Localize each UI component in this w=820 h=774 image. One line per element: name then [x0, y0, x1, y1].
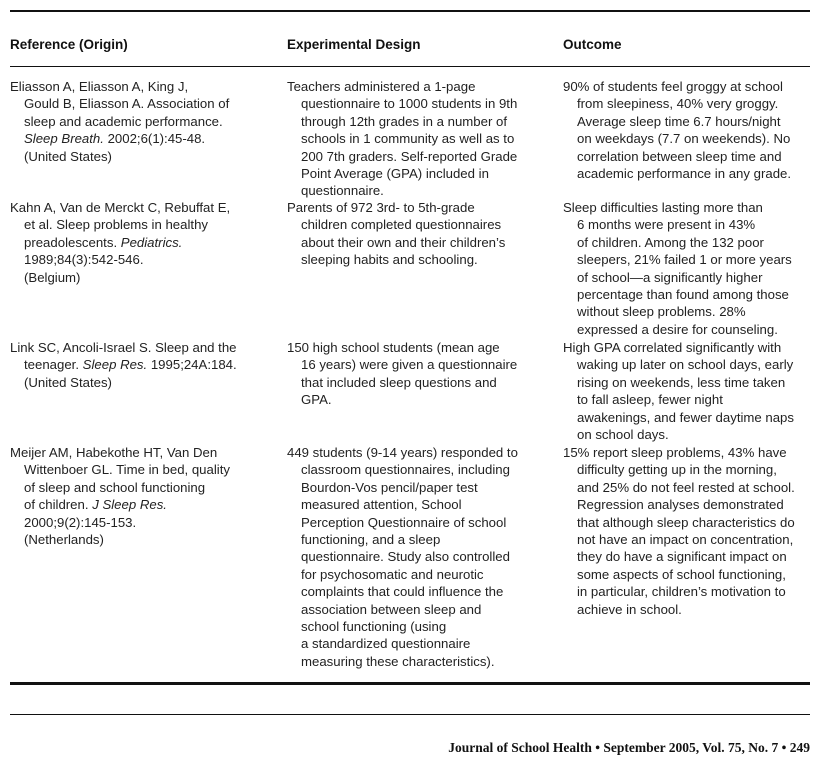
outcome-line: rising on weekends, less time taken: [577, 374, 786, 390]
design-line: schools in 1 community as well as to: [301, 131, 515, 147]
journal-name: Pediatrics.: [120, 234, 183, 250]
outcome-line: difficulty getting up in the morning,: [577, 462, 777, 478]
design-line: about their own and their children’s: [301, 234, 506, 250]
outcome-line: 15% report sleep problems, 43% have: [563, 445, 787, 460]
outcome-line: some aspects of school functioning,: [577, 566, 786, 582]
design-line: a standardized questionnaire: [301, 636, 471, 652]
cell-design: [287, 78, 555, 200]
reference-line: et al. Sleep problems in healthy: [24, 217, 209, 233]
design-line: functioning, and a sleep: [301, 532, 441, 548]
header-design: Experimental Design: [287, 37, 421, 52]
reference-line: (Belgium): [24, 269, 81, 285]
journal-name: Sleep Res.: [82, 357, 148, 373]
reference-line: preadolescents. Pediatrics.: [24, 234, 183, 250]
cell-outcome: [563, 199, 813, 338]
design-line: Teachers administered a 1-page: [287, 79, 476, 94]
outcome-line: 90% of students feel groggy at school: [563, 79, 783, 94]
outcome-line: of children. Among the 132 poor: [577, 234, 764, 250]
reference-line: Sleep Breath. 2002;6(1):45-48.: [24, 131, 206, 147]
outcome-line: 6 months were present in 43%: [577, 217, 756, 233]
cell-reference: [10, 339, 272, 391]
design-line: Perception Questionnaire of school: [301, 514, 507, 530]
outcome-line: correlation between sleep time and: [577, 148, 782, 164]
reference-line: of children. J Sleep Res.: [24, 497, 167, 513]
design-line: children completed questionnaires: [301, 217, 502, 233]
outcome-line: percentage than found among those: [577, 287, 789, 303]
reference-line: 1989;84(3):542-546.: [24, 252, 144, 268]
bottom-rule-thin: [10, 714, 810, 715]
reference-line: Meijer AM, Habekothe HT, Van Den: [10, 445, 218, 460]
outcome-line: that although sleep characteristics do: [577, 514, 795, 530]
outcome-line: on school days.: [577, 427, 669, 443]
header-reference: Reference (Origin): [10, 37, 128, 52]
outcome-line: High GPA correlated significantly with: [563, 340, 782, 355]
design-line: for psychosomatic and neurotic: [301, 566, 484, 582]
page-footer: Journal of School Health • September 2005, Vol. 75, No. 7 • 249: [448, 740, 810, 755]
outcome-line: from sleepiness, 40% very groggy.: [577, 96, 779, 112]
outcome-line: they do have a significant impact on: [577, 549, 787, 565]
outcome-line: of school—a significantly higher: [577, 269, 763, 285]
reference-line: Wittenboer GL. Time in bed, quality: [24, 462, 230, 478]
design-line: questionnaire. Study also controlled: [301, 549, 510, 565]
design-line: sleeping habits and schooling.: [301, 252, 478, 268]
cell-design: [287, 199, 555, 269]
reference-line: sleep and academic performance.: [24, 113, 223, 129]
outcome-line: not have an impact on concentration,: [577, 532, 794, 548]
design-line: questionnaire.: [301, 183, 384, 199]
outcome-line: waking up later on school days, early: [577, 357, 794, 373]
cell-outcome: [563, 78, 813, 182]
reference-line: Gould B, Eliasson A. Association of: [24, 96, 230, 112]
reference-line: teenager. Sleep Res. 1995;24A:184.: [24, 357, 237, 373]
outcome-line: sleepers, 21% failed 1 or more years: [577, 252, 792, 268]
design-line: Bourdon-Vos pencil/paper test: [301, 479, 478, 495]
outcome-line: expressed a desire for counseling.: [577, 321, 778, 337]
top-rule: [10, 10, 810, 12]
cell-outcome: [563, 339, 813, 443]
reference-line: of sleep and school functioning: [24, 479, 206, 495]
design-line: Point Average (GPA) included in: [301, 166, 489, 182]
journal-name: J Sleep Res.: [92, 497, 167, 513]
design-line: GPA.: [301, 392, 332, 408]
outcome-line: and 25% do not feel rested at school.: [577, 479, 795, 495]
reference-line: (United States): [24, 374, 112, 390]
design-line: through 12th grades in a number of: [301, 113, 508, 129]
design-line: 16 years) were given a questionnaire: [301, 357, 518, 373]
outcome-line: on weekdays (7.7 on weekends). No: [577, 131, 791, 147]
outcome-line: Sleep difficulties lasting more than: [563, 200, 763, 215]
reference-line: (United States): [24, 148, 112, 164]
design-line: complaints that could influence the: [301, 584, 504, 600]
design-line: questionnaire to 1000 students in 9th: [301, 96, 518, 112]
design-line: classroom questionnaires, including: [301, 462, 510, 478]
outcome-line: Average sleep time 6.7 hours/night: [577, 113, 781, 129]
outcome-line: Regression analyses demonstrated: [577, 497, 784, 513]
header-rule: [10, 66, 810, 67]
outcome-line: to fall asleep, fewer night: [577, 392, 723, 408]
outcome-line: achieve in school.: [577, 601, 682, 617]
outcome-line: in particular, children’s motivation to: [577, 584, 786, 600]
outcome-line: awakenings, and fewer daytime naps: [577, 409, 794, 425]
cell-reference: [10, 78, 272, 165]
reference-line: Link SC, Ancoli-Israel S. Sleep and the: [10, 340, 237, 355]
cell-design: [287, 339, 555, 409]
reference-line: Eliasson A, Eliasson A, King J,: [10, 79, 189, 94]
reference-line: 2000;9(2):145-153.: [24, 514, 137, 530]
design-line: 449 students (9-14 years) responded to: [287, 445, 518, 460]
cell-design: [287, 444, 555, 670]
outcome-line: without sleep problems. 28%: [577, 304, 746, 320]
design-line: measured attention, School: [301, 497, 462, 513]
design-line: Parents of 972 3rd- to 5th-grade: [287, 200, 475, 215]
cell-reference: [10, 444, 272, 548]
design-line: 150 high school students (mean age: [287, 340, 500, 355]
outcome-line: academic performance in any grade.: [577, 166, 792, 182]
bottom-rule-thick: [10, 682, 810, 685]
design-line: school functioning (using: [301, 619, 447, 635]
design-line: 200 7th graders. Self-reported Grade: [301, 148, 518, 164]
cell-reference: [10, 199, 272, 286]
design-line: association between sleep and: [301, 601, 482, 617]
design-line: measuring these characteristics).: [301, 653, 495, 669]
cell-outcome: [563, 444, 813, 618]
reference-line: (Netherlands): [24, 532, 104, 548]
journal-name: Sleep Breath.: [24, 131, 104, 147]
header-outcome: Outcome: [563, 37, 622, 52]
reference-line: Kahn A, Van de Merckt C, Rebuffat E,: [10, 200, 231, 215]
design-line: that included sleep questions and: [301, 374, 497, 390]
